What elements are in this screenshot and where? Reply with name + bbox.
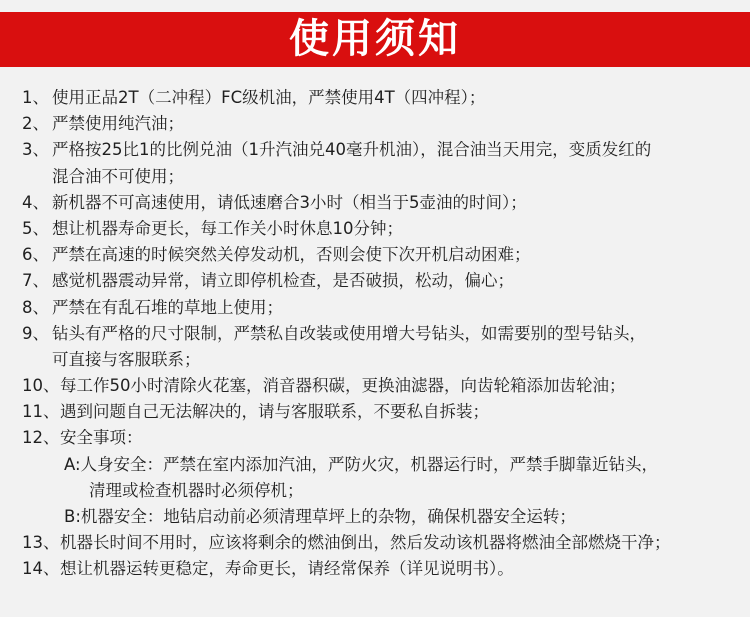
note-11	[22, 399, 742, 425]
note-text: 可直接与客服联系；	[52, 349, 201, 369]
note-text: B:机器安全：地钻启动前必须清理草坪上的杂物，确保机器安全运转；	[64, 507, 576, 526]
note-9	[22, 321, 742, 347]
note-text: 想让机器运转更稳定，寿命更长，请经常保养（详见说明书）。	[60, 559, 514, 579]
note-text: 严禁使用纯汽油；	[52, 114, 184, 134]
note-text: 安全事项：	[60, 428, 143, 448]
note-number: 10、	[22, 376, 60, 396]
note-number: 11、	[22, 402, 60, 422]
note-3	[22, 137, 742, 163]
note-12-item-a	[22, 452, 742, 478]
note-2	[22, 111, 742, 137]
note-text: 想让机器寿命更长，每工作关小时休息10分钟；	[52, 218, 403, 238]
note-text: A:人身安全：严禁在室内添加汽油，严防火灾，机器运行时，严禁手脚靠近钻头，	[64, 454, 659, 474]
note-number: 12、	[22, 428, 60, 448]
note-5	[22, 216, 742, 242]
note-1	[22, 85, 742, 111]
note-9-continuation	[22, 347, 742, 373]
note-12-item-a-continuation	[22, 478, 742, 504]
note-4	[22, 190, 742, 216]
note-14	[22, 556, 742, 582]
note-3-continuation	[22, 164, 742, 190]
note-text: 新机器不可高速使用，请低速磨合3小时（相当于5壶油的时间）；	[52, 192, 527, 212]
note-number: 8、	[22, 297, 49, 317]
note-12	[22, 425, 742, 451]
note-text: 严禁在有乱石堆的草地上使用；	[52, 297, 283, 317]
note-number: 3、	[22, 140, 49, 160]
note-number: 9、	[22, 323, 49, 343]
note-text: 混合油不可使用；	[52, 166, 184, 186]
note-number: 13、	[22, 533, 60, 553]
note-number: 4、	[22, 192, 49, 212]
note-number: 7、	[22, 271, 49, 291]
note-text: 使用正品2T（二冲程）FC级机油，严禁使用4T（四冲程）；	[52, 88, 486, 107]
note-number: 1、	[22, 88, 49, 107]
note-6	[22, 242, 742, 268]
note-number: 6、	[22, 245, 49, 265]
note-text: 严禁在高速的时候突然关停发动机，否则会使下次开机启动困难；	[52, 245, 531, 265]
note-text: 遇到问题自己无法解决的，请与客服联系，不要私自拆装；	[60, 402, 489, 422]
note-text: 机器长时间不用时，应该将剩余的燃油倒出，然后发动该机器将燃油全部燃烧干净；	[60, 533, 671, 553]
note-text: 钻头有严格的尺寸限制，严禁私自改装或使用增大号钻头，如需要别的型号钻头，	[52, 323, 646, 343]
page-title: 使用须知	[289, 16, 461, 62]
note-8	[22, 295, 742, 321]
note-7	[22, 268, 742, 294]
note-text: 严格按25比1的比例兑油（1升汽油兑40毫升机油），混合油当天用完，变质发红的	[52, 140, 652, 160]
notice-list	[22, 85, 742, 583]
note-text: 清理或检查机器时必须停机；	[89, 480, 304, 500]
note-13	[22, 530, 742, 556]
note-10	[22, 373, 742, 399]
note-12-item-b	[22, 504, 742, 530]
note-text: 感觉机器震动异常，请立即停机检查，是否破损，松动，偏心；	[52, 271, 514, 291]
note-number: 5、	[22, 218, 49, 238]
note-text: 每工作50小时清除火花塞，消音器积碳，更换油滤器，向齿轮箱添加齿轮油；	[60, 376, 626, 396]
note-number: 2、	[22, 114, 49, 134]
note-number: 14、	[22, 559, 60, 579]
